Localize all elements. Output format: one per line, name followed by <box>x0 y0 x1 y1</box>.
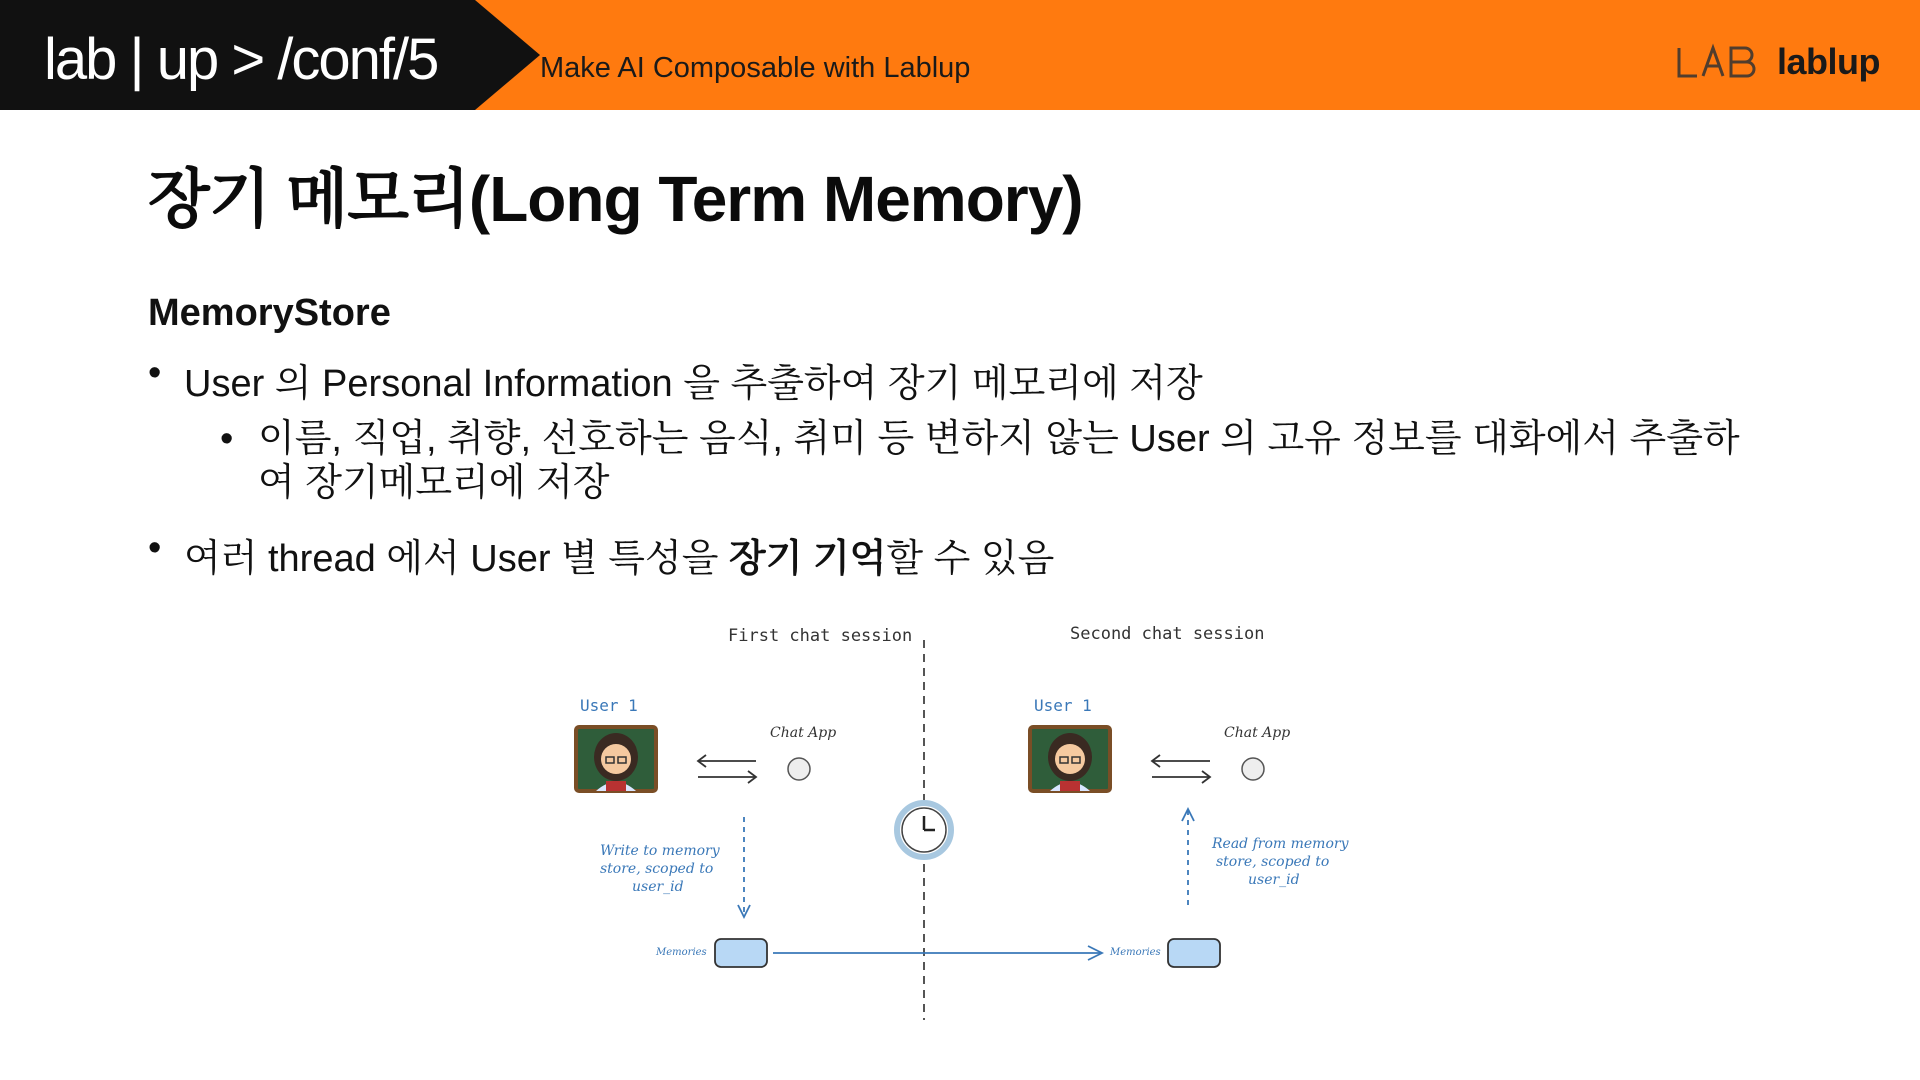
user-avatar-icon <box>1030 727 1110 791</box>
brand-title: lab | up > /conf/5 <box>44 27 438 92</box>
lablup-logo <box>1675 40 1880 84</box>
logo-text: lablup <box>1777 41 1880 82</box>
memory-store-box <box>1168 939 1220 967</box>
read-note-line: user_id <box>1248 872 1300 888</box>
right-user-label: User 1 <box>1034 696 1092 715</box>
left-chat-app-label: Chat App <box>770 725 837 741</box>
left-session-title: First chat session <box>728 626 913 646</box>
lablup-logo-icon <box>1675 42 1767 82</box>
memory-diagram <box>560 605 1380 1035</box>
bullet-item <box>148 527 1748 582</box>
bullet-text: User 의 Personal Information 을 추출하여 장기 메모리에 저장 <box>184 363 1203 405</box>
memory-store-box <box>715 939 767 967</box>
chat-app-icon <box>1242 758 1264 780</box>
down-arrow-icon <box>738 817 750 917</box>
exchange-arrows-icon <box>698 755 756 783</box>
read-note-line: store, scoped to <box>1216 854 1330 870</box>
write-note-line: Write to memory <box>600 843 720 859</box>
section-subtitle: MemoryStore <box>148 292 391 334</box>
tagline: Make AI Composable with Lablup <box>540 52 971 84</box>
diagram-svg <box>560 605 1380 1035</box>
read-note-line: Read from memory <box>1212 836 1349 852</box>
bullet-text-pre: 여러 thread 에서 User 별 특성을 <box>184 538 729 580</box>
bullet-text-bold: 장기 기억 <box>729 538 887 580</box>
sub-bullet-text: 이름, 직업, 취향, 선호하는 음식, 취미 등 변하지 않는 User 의 고유 정보를 대화에서 추출하여 장기메모리에 저장 <box>258 418 1740 504</box>
chat-app-icon <box>788 758 810 780</box>
write-note-line: user_id <box>632 879 684 895</box>
sub-bullet-item <box>148 417 1748 505</box>
exchange-arrows-icon <box>1152 755 1210 783</box>
right-chat-app-label: Chat App <box>1224 725 1291 741</box>
user-avatar-icon <box>576 727 656 791</box>
write-note-line: store, scoped to <box>600 861 714 877</box>
clock-icon <box>897 803 951 857</box>
left-memories-label: Memories <box>656 947 707 958</box>
bullet-item <box>148 352 1748 407</box>
header-bar <box>0 0 1920 110</box>
right-session-title: Second chat session <box>1070 624 1265 644</box>
bullet-text-post: 할 수 있음 <box>886 538 1055 580</box>
slide-title: 장기 메모리(Long Term Memory) <box>148 163 1083 235</box>
left-user-label: User 1 <box>580 696 638 715</box>
up-arrow-icon <box>1182 809 1194 905</box>
bullet-list <box>148 352 1748 592</box>
right-memories-label: Memories <box>1110 947 1161 958</box>
